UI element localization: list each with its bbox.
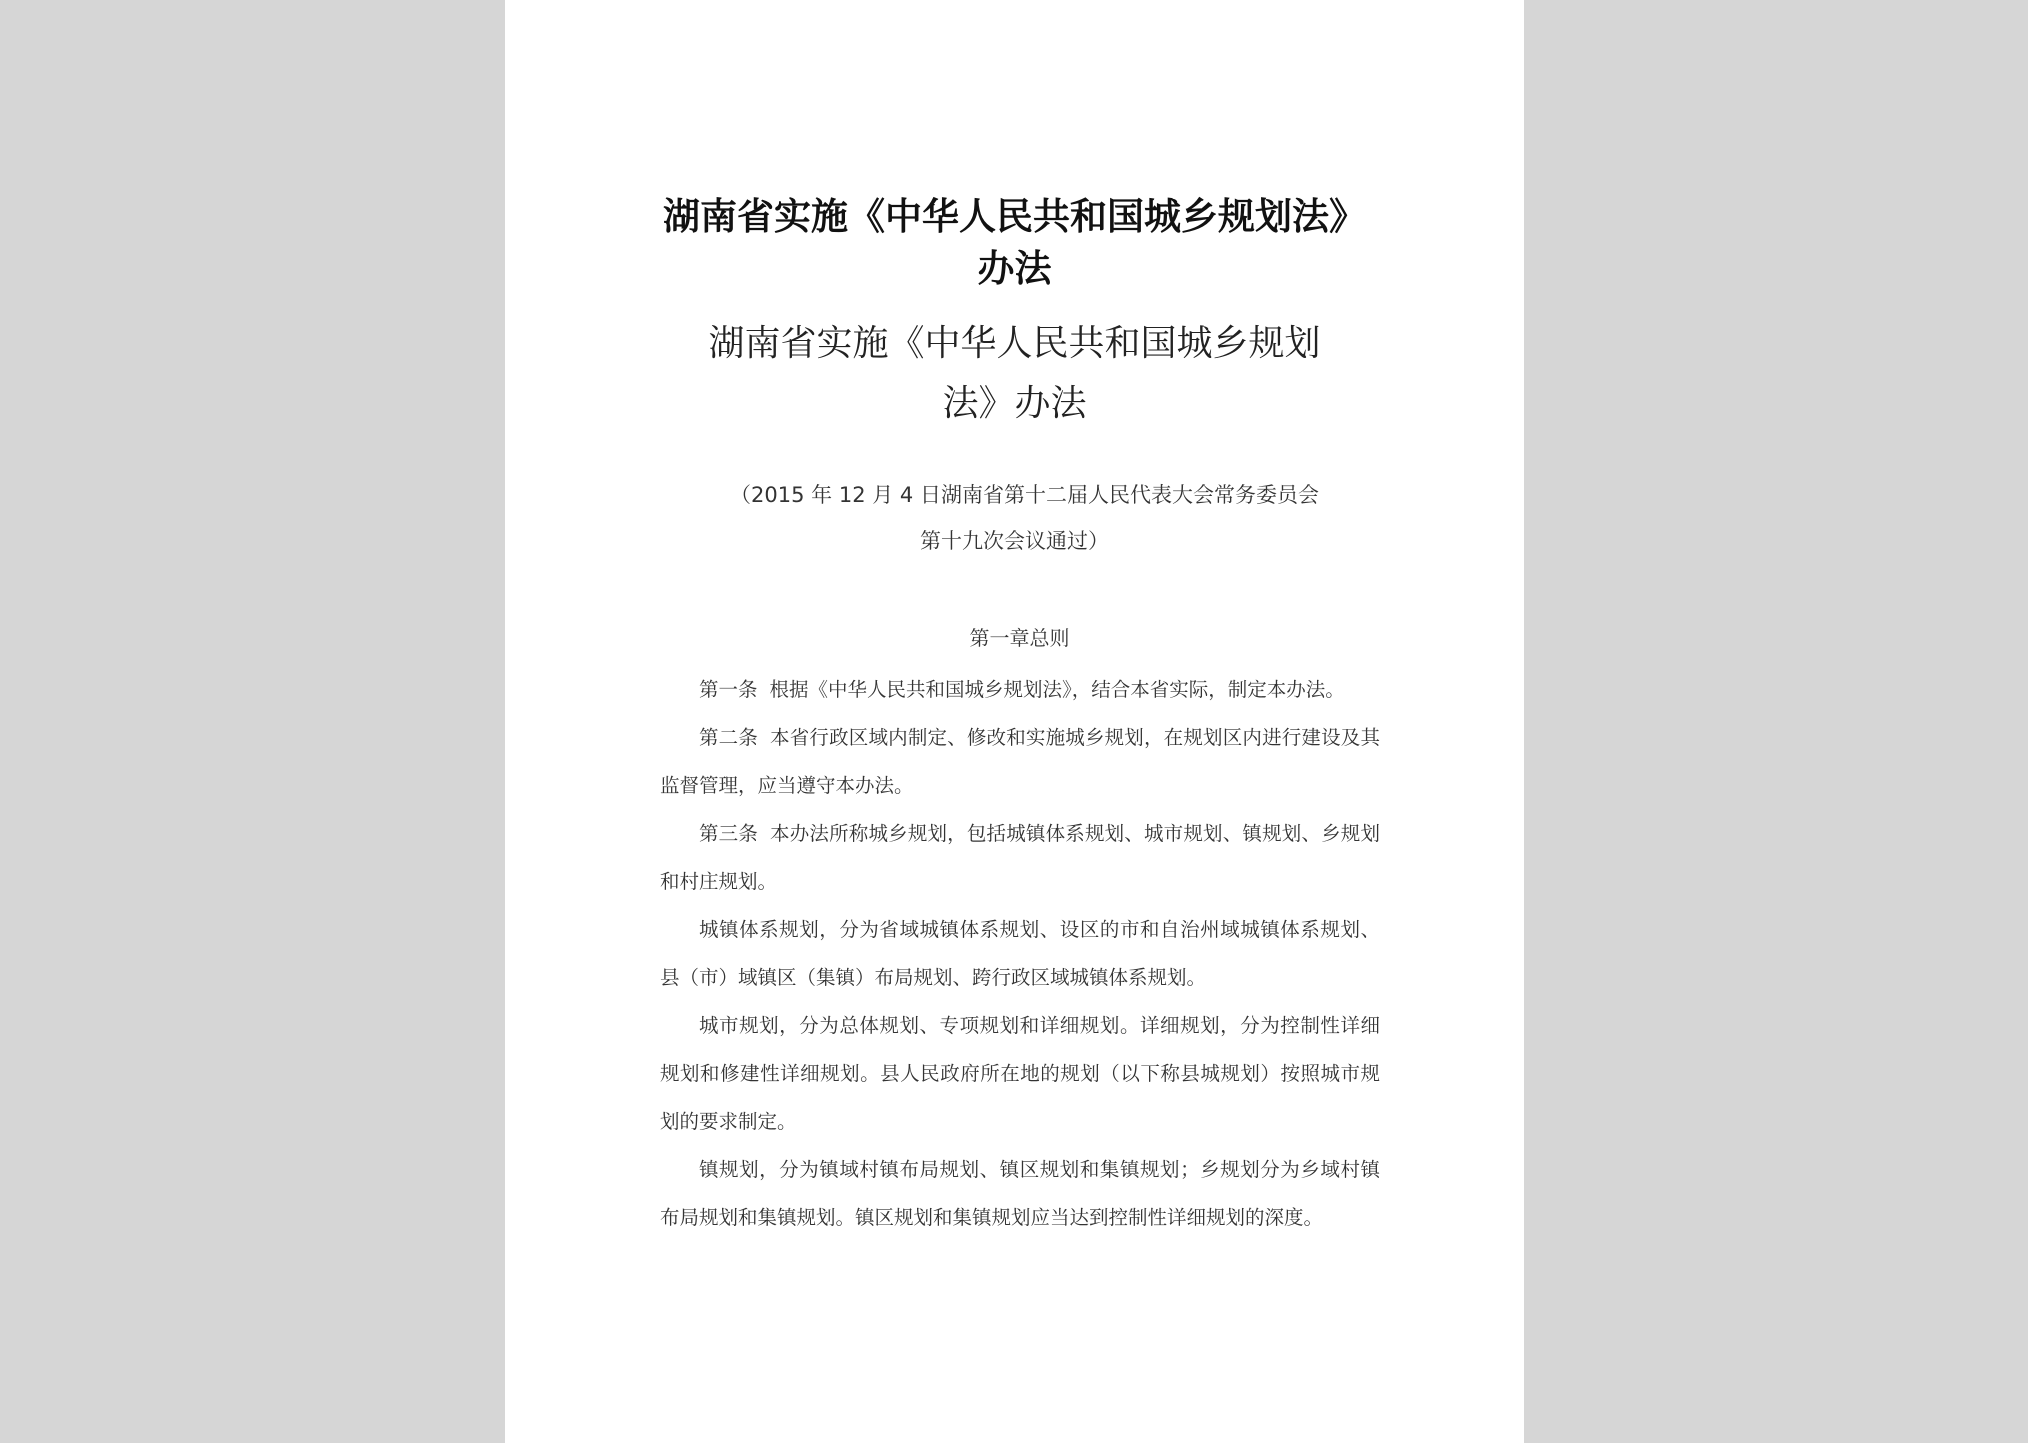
document-subtitle <box>505 314 1524 434</box>
document-title <box>505 190 1524 294</box>
article-number: 第一条 <box>699 678 758 701</box>
title-line-1: 湖南省实施《中华人民共和国城乡规划法》 <box>663 194 1366 238</box>
paragraph-text: 城镇体系规划，分为省域城镇体系规划、设区的市和自治州域城镇体系规划、县（市）域镇区（集镇）布局规划、跨行政区域城镇体系规划。 <box>660 918 1380 989</box>
paragraph-text: 城市规划，分为总体规划、专项规划和详细规划。详细规划，分为控制性详细规划和修建性详细规划。县人民政府所在地的规划（以下称县城规划）按照城市规划的要求制定。 <box>660 1014 1380 1133</box>
paragraph-text: 本办法所称城乡规划，包括城镇体系规划、城市规划、镇规划、乡规划和村庄规划。 <box>660 822 1380 893</box>
article-number: 第二条 <box>699 726 759 749</box>
paragraph <box>660 1146 1380 1242</box>
chapter-heading: 第一章总则 <box>969 626 1070 650</box>
paragraph <box>660 666 1380 714</box>
paragraph <box>660 906 1380 1002</box>
paragraph <box>660 714 1380 810</box>
document-body <box>660 666 1380 1242</box>
article-number: 第三条 <box>699 822 759 845</box>
subtitle-line-2: 法》办法 <box>942 383 1087 424</box>
title-line-2: 办法 <box>977 246 1052 290</box>
adoption-line-1: （2015 年 12 月 4 日湖南省第十二届人民代表大会常务委员会 <box>730 483 1319 507</box>
paragraph-text: 本省行政区域内制定、修改和实施城乡规划，在规划区内进行建设及其监督管理，应当遵守本办法。 <box>660 726 1380 797</box>
paragraph-text: 根据《中华人民共和国城乡规划法》，结合本省实际，制定本办法。 <box>769 678 1345 701</box>
paragraph <box>660 810 1380 906</box>
document-page <box>505 0 1524 1443</box>
paragraph-text: 镇规划，分为镇域村镇布局规划、镇区规划和集镇规划；乡规划分为乡域村镇布局规划和集镇规划。镇区规划和集镇规划应当达到控制性详细规划的深度。 <box>660 1158 1380 1229</box>
adoption-line-2: 第十九次会议通过） <box>920 529 1109 553</box>
subtitle-line-1: 湖南省实施《中华人民共和国城乡规划 <box>708 323 1321 364</box>
paragraph <box>660 1002 1380 1146</box>
adoption-note <box>505 472 1524 564</box>
